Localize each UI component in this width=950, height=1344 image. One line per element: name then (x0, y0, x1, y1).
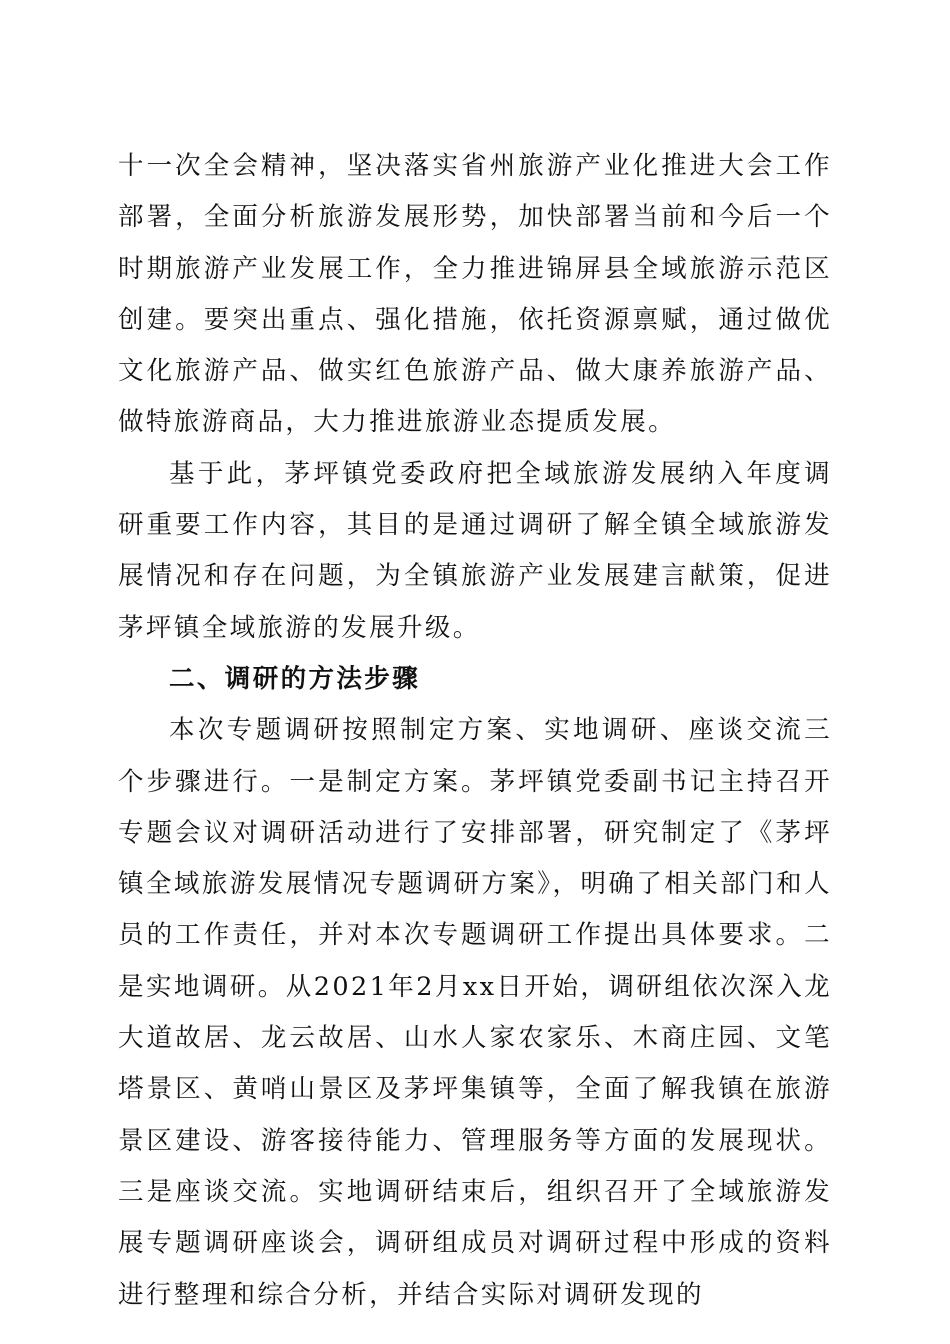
paragraph-continuation: 十一次全会精神，坚决落实省州旅游产业化推进大会工作部署，全面分析旅游发展形势，加快部署当前和今后一个时期旅游产业发展工作，全力推进锦屏县全域旅游示范区创建。要突出重点、强化措施，依托资源禀赋，通过做优文化旅游产品、做实红色旅游产品、做大康养旅游产品、做特旅游商品，大力推进旅游业态提质发展。 (118, 151, 832, 438)
section-heading: 二、调研的方法步骤 (169, 663, 421, 694)
paragraph-methods: 本次专题调研按照制定方案、实地调研、座谈交流三个步骤进行。一是制定方案。茅坪镇党委副书记主持召开专题会议对调研活动进行了安排部署，研究制定了《茅坪镇全域旅游发展情况专题调研方案》，明确了相关部门和人员的工作责任，并对本次专题调研工作提出具体要求。二是实地调研。从2021年2月xx日开始，调研组依次深入龙大道故居、龙云故居、山水人家农家乐、木商庄园、文笔塔景区、黄哨山景区及茅坪集镇等，全面了解我镇在旅游景区建设、游客接待能力、管理服务等方面的发展现状。三是座谈交流。实地调研结束后，组织召开了全域旅游发展专题调研座谈会，调研组成员对调研过程中形成的资料进行整理和综合分析，并结合实际对调研发现的 (118, 715, 832, 1310)
paragraph-purpose: 基于此，茅坪镇党委政府把全域旅游发展纳入年度调研重要工作内容，其目的是通过调研了解全镇全域旅游发展情况和存在问题，为全镇旅游产业发展建言献策，促进茅坪镇全域旅游的发展升级。 (118, 458, 832, 643)
document-body (118, 141, 832, 1321)
